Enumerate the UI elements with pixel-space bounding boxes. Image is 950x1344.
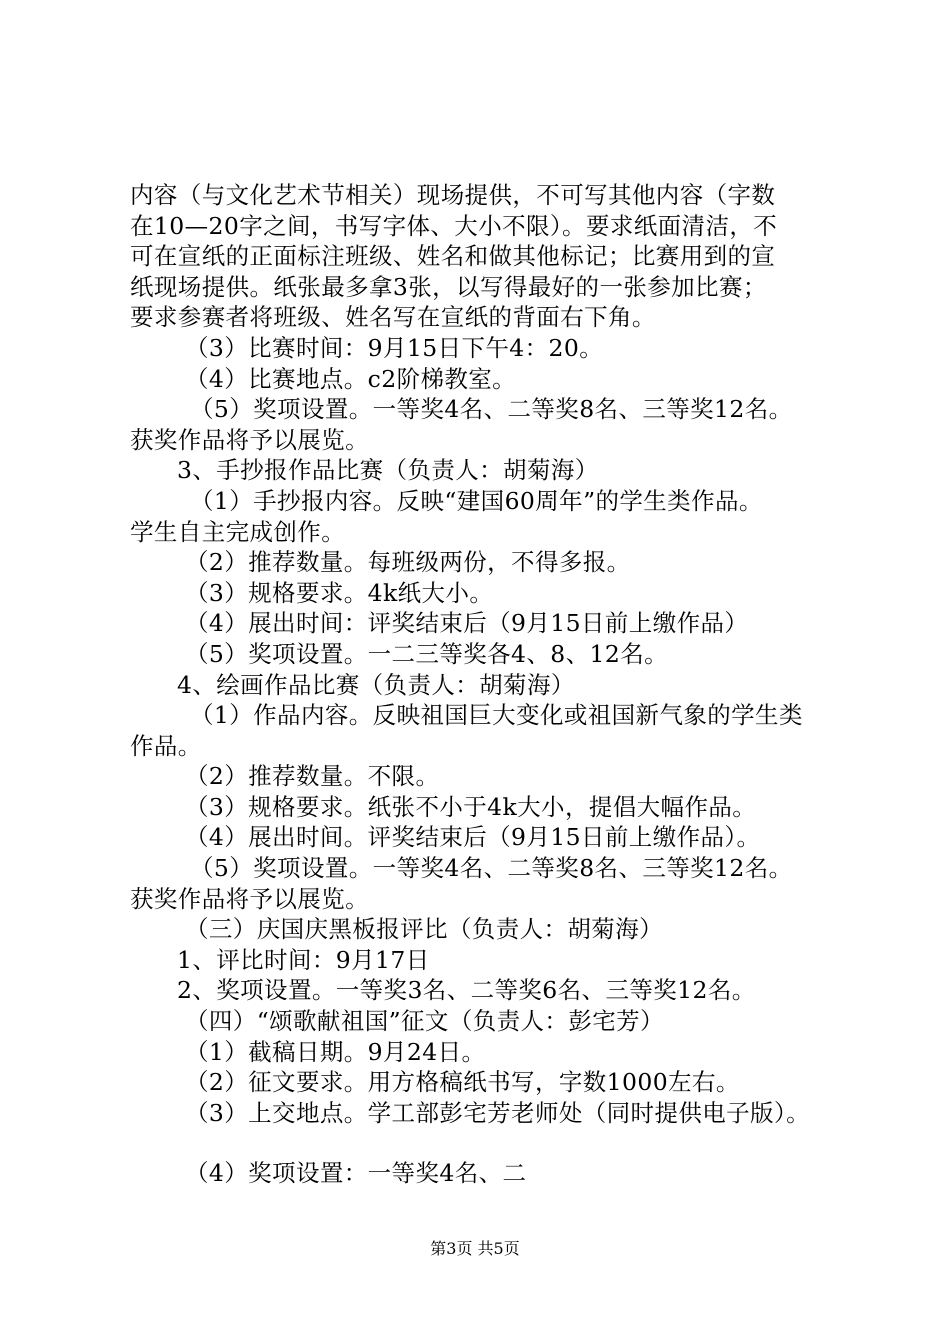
text-line: （1）截稿日期。9月24日。	[185, 1037, 486, 1066]
text-line: 获奖作品将予以展览。	[130, 425, 369, 454]
text-line: 要求参赛者将班级、姓名写在宣纸的背面右下角。	[130, 303, 656, 332]
text-line: （2）推荐数量。不限。	[185, 762, 440, 791]
text-line: （4）展出时间。评奖结束后（9月15日前上缴作品）。	[185, 823, 761, 852]
text-line: （2）推荐数量。每班级两份，不得多报。	[185, 548, 631, 577]
text-line: （3）比赛时间：9月15日下午4：20。	[185, 333, 604, 362]
text-line: 在10—20字之间，书写字体、大小不限）。要求纸面清洁，不	[130, 211, 778, 240]
text-line: （四）“颂歌献祖国”征文（负责人：彭宅芳）	[185, 1007, 664, 1036]
text-line: （1）作品内容。反映祖国巨大变化或祖国新气象的学生类	[190, 701, 803, 730]
text-line: （4）比赛地点。c2阶梯教室。	[185, 364, 517, 393]
text-line: （三）庆国庆黑板报评比（负责人：胡菊海）	[185, 915, 663, 944]
text-line: （4）展出时间：评奖结束后（9月15日前上缴作品）	[185, 609, 749, 638]
document-body	[130, 180, 830, 1189]
text-line: （5）奖项设置。一等奖4名、二等奖8名、三等奖12名。	[190, 395, 793, 424]
text-line: 纸现场提供。纸张最多拿3张，以写得最好的一张参加比赛；	[130, 272, 767, 301]
text-line: （3）规格要求。4k纸大小。	[185, 578, 494, 607]
text-line: （3）上交地点。学工部彭宅芳老师处（同时提供电子版）。	[185, 1098, 811, 1127]
text-line: 1、评比时间：9月17日	[177, 945, 430, 974]
text-line: （2）征文要求。用方格稿纸书写，字数1000左右。	[185, 1068, 740, 1097]
text-line: 4、绘画作品比赛（负责人：胡菊海）	[177, 670, 575, 699]
text-line: （5）奖项设置。一二三等奖各4、8、12名。	[185, 639, 669, 668]
text-line: 3、手抄报作品比赛（负责人：胡菊海）	[177, 456, 599, 485]
text-line: 内容（与文化艺术节相关）现场提供，不可写其他内容（字数	[130, 181, 776, 209]
text-line: （3）规格要求。纸张不小于4k大小，提倡大幅作品。	[185, 792, 757, 821]
text-line: （5）奖项设置。一等奖4名、二等奖8名、三等奖12名。	[190, 854, 793, 883]
text-line: 2、奖项设置。一等奖3名、二等奖6名、三等奖12名。	[177, 976, 756, 1005]
text-line: 作品。	[130, 731, 202, 760]
text-line: （4）奖项设置：一等奖4名、二	[185, 1159, 527, 1188]
text-line: （1）手抄报内容。反映“建国60周年”的学生类作品。	[190, 486, 763, 515]
text-line: 可在宣纸的正面标注班级、姓名和做其他标记；比赛用到的宣	[130, 242, 776, 271]
page-footer: 第3页 共5页	[430, 1239, 520, 1258]
text-line: 学生自主完成创作。	[130, 517, 346, 546]
text-line: 获奖作品将予以展览。	[130, 884, 369, 913]
paragraph-gap	[130, 1128, 830, 1158]
